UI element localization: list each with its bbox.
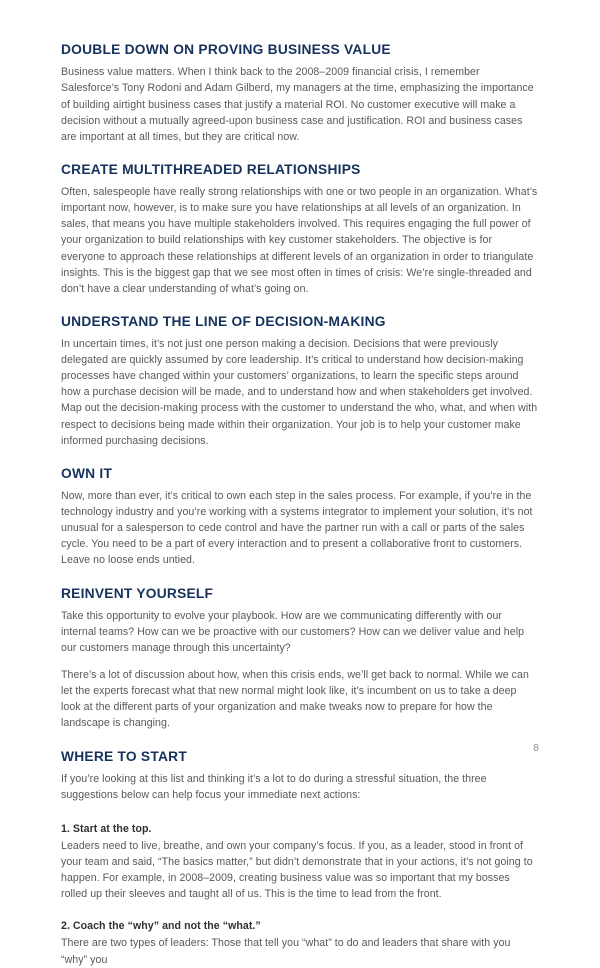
- numbered-item: [61, 822, 538, 902]
- numbered-item: [61, 919, 538, 967]
- section-heading: CREATE MULTITHREADED RELATIONSHIPS: [61, 161, 361, 178]
- section-decision-making: [61, 314, 538, 449]
- section-paragraph: Often, salespeople have really strong relationships with one or two people in an organization. What’s important now, however, is to make sure you have relationships at all levels of an organization. In sales, that means you have multiple stakeholders involved. This requires engaging the full power of your organization to build relationships with key customer stakeholders. The objective is for everyone to approach these relationships at different levels of an organization in order to triangulate insights. This is the biggest gap that we see most often in times of crisis: We’re single-threaded and don’t have a clear understanding of what’s going on.: [61, 186, 538, 295]
- section-heading: DOUBLE DOWN ON PROVING BUSINESS VALUE: [61, 42, 391, 58]
- section-paragraph: Business value matters. When I think back to the 2008–2009 financial crisis, I remember Salesforce’s Tony Rodoni and Adam Gilberd, my managers at the time, emphasizing the importance of building airtight business cases that justify a material ROI. No customer executive will make a decision without a mutually agreed-upon business case and justification. ROI and business cases are important at all times, but they are critical now.: [61, 66, 534, 143]
- section-heading: UNDERSTAND THE LINE OF DECISION-MAKING: [61, 313, 386, 330]
- section-paragraph: If you’re looking at this list and thinking it’s a lot to do during a stressful situation, the three suggestions below can help focus your immediate next actions:: [61, 772, 487, 801]
- section-heading: REINVENT YOURSELF: [61, 585, 214, 602]
- page-content: [61, 42, 538, 968]
- section-double-down: [61, 42, 538, 145]
- section-paragraph: There’s a lot of discussion about how, when this crisis ends, we’ll get back to normal. While we can let the experts forecast what that new normal might look like, it’s incumbent on us to take a deep look at the different parts of your organization and make tweaks now to prepare for how the landscape is changing.: [61, 669, 529, 730]
- section-reinvent-yourself: [61, 586, 538, 732]
- section-heading: OWN IT: [61, 465, 113, 482]
- numbered-item-title: 1. Start at the top.: [61, 823, 152, 836]
- page-number: 8: [533, 743, 539, 754]
- section-heading: WHERE TO START: [61, 748, 187, 765]
- numbered-item-body: There are two types of leaders: Those that tell you “what” to do and leaders that share with you “why” you: [61, 937, 511, 966]
- section-paragraph: In uncertain times, it’s not just one person making a decision. Decisions that were previously delegated are quickly assumed by core leadership. It’s critical to understand how decision-making processes have changed within your customers’ organizations, to learn the specific steps around how a purchase decision will be made, and to understand how and when stakeholders get involved. Map out the decision-making process with the customer to understand the who, what, and when with respect to decisions being made within their organization. Your job is to help your customer make informed purchasing decisions.: [61, 338, 538, 447]
- section-multithreaded: [61, 162, 538, 297]
- numbered-item-body: Leaders need to live, breathe, and own your company’s focus. If you, as a leader, stood in front of your team and said, “The basics matter,” but didn’t demonstrate that in your actions, it’s not going to happen. For example, in 2008–2009, creating business value was so important that my bosses rolled up their sleeves and taught all of us. This is the time to lead from the front.: [61, 840, 533, 901]
- section-own-it: [61, 466, 538, 569]
- section-paragraph: Take this opportunity to evolve your playbook. How are we communicating differently with our internal teams? How can we be proactive with our customers? How can we deliver value and help our customers manage through this uncertainty?: [61, 609, 525, 655]
- numbered-item-title: 2. Coach the “why” and not the “what.”: [61, 920, 261, 933]
- section-where-to-start: [61, 749, 538, 968]
- section-paragraph: Now, more than ever, it’s critical to own each step in the sales process. For example, if you’re in the technology industry and you’re working with a systems integrator to implement your solution, it’s not unusual for a salesperson to cede control and have the partner run with a call or parts of the sales cycle. You need to be a part of every interaction and to present a collaborative front to customers. Leave no loose ends untied.: [61, 490, 533, 567]
